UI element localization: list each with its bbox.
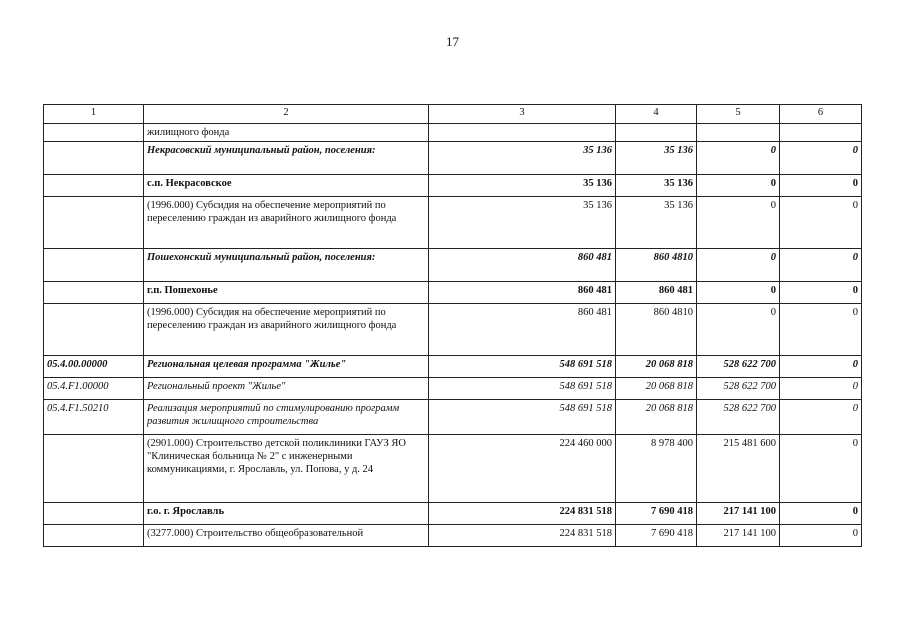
- table-row: [44, 124, 862, 142]
- total-cell: 224 460 000: [429, 435, 616, 503]
- col5-cell: 215 481 600: [697, 435, 780, 503]
- code-cell: [44, 124, 144, 142]
- col5-cell: 0: [697, 142, 780, 175]
- name-cell: Региональный проект "Жилье": [144, 378, 429, 400]
- col6-cell: 0: [780, 197, 862, 249]
- col6-cell: 0: [780, 249, 862, 282]
- col6-cell: 0: [780, 400, 862, 435]
- total-cell: 35 136: [429, 197, 616, 249]
- table-row: [44, 525, 862, 547]
- code-cell: [44, 197, 144, 249]
- col6-cell: 0: [780, 503, 862, 525]
- col5-cell: 0: [697, 175, 780, 197]
- total-cell: 860 481: [429, 282, 616, 304]
- col5-cell: [697, 124, 780, 142]
- table-row: [44, 503, 862, 525]
- name-cell: с.п. Некрасовское: [144, 175, 429, 197]
- table-row: [44, 249, 862, 282]
- code-cell: [44, 142, 144, 175]
- name-cell: Реализация мероприятий по стимулированию программ развития жилищного строительства: [144, 400, 429, 435]
- column-header: 4: [616, 105, 697, 124]
- col5-cell: 217 141 100: [697, 503, 780, 525]
- col4-cell: 860 4810: [616, 249, 697, 282]
- col4-cell: 7 690 418: [616, 503, 697, 525]
- table-row: [44, 304, 862, 356]
- total-cell: 35 136: [429, 142, 616, 175]
- code-cell: [44, 175, 144, 197]
- page-number: 17: [446, 34, 459, 49]
- column-header: 6: [780, 105, 862, 124]
- code-cell: [44, 249, 144, 282]
- table-body: [44, 124, 862, 547]
- code-cell: [44, 525, 144, 547]
- table-row: [44, 378, 862, 400]
- code-cell: [44, 304, 144, 356]
- name-cell: Некрасовский муниципальный район, поселения:: [144, 142, 429, 175]
- col4-cell: 7 690 418: [616, 525, 697, 547]
- table-row: [44, 175, 862, 197]
- col5-cell: 528 622 700: [697, 356, 780, 378]
- total-cell: 224 831 518: [429, 525, 616, 547]
- col5-cell: 0: [697, 197, 780, 249]
- col5-cell: 0: [697, 249, 780, 282]
- total-cell: [429, 124, 616, 142]
- name-cell: (3277.000) Строительство общеобразовательной: [144, 525, 429, 547]
- code-cell: [44, 282, 144, 304]
- code-cell: 05.4.F1.50210: [44, 400, 144, 435]
- col4-cell: [616, 124, 697, 142]
- col6-cell: 0: [780, 175, 862, 197]
- name-cell: (1996.000) Субсидия на обеспечение мероприятий по переселению граждан из аварийного жилищного фонда: [144, 197, 429, 249]
- total-cell: 548 691 518: [429, 356, 616, 378]
- total-cell: 548 691 518: [429, 400, 616, 435]
- col6-cell: 0: [780, 282, 862, 304]
- col5-cell: 528 622 700: [697, 400, 780, 435]
- total-cell: 860 481: [429, 249, 616, 282]
- name-cell: Пошехонский муниципальный район, поселения:: [144, 249, 429, 282]
- name-cell: г.о. г. Ярославль: [144, 503, 429, 525]
- column-header: 1: [44, 105, 144, 124]
- col4-cell: 20 068 818: [616, 356, 697, 378]
- col5-cell: 217 141 100: [697, 525, 780, 547]
- col4-cell: 860 4810: [616, 304, 697, 356]
- code-cell: [44, 503, 144, 525]
- table-row: [44, 356, 862, 378]
- column-header: 3: [429, 105, 616, 124]
- col6-cell: 0: [780, 304, 862, 356]
- table-row: [44, 282, 862, 304]
- col6-cell: 0: [780, 378, 862, 400]
- total-cell: 860 481: [429, 304, 616, 356]
- col4-cell: 8 978 400: [616, 435, 697, 503]
- col5-cell: 528 622 700: [697, 378, 780, 400]
- col4-cell: 35 136: [616, 142, 697, 175]
- col4-cell: 20 068 818: [616, 400, 697, 435]
- name-cell: жилищного фонда: [144, 124, 429, 142]
- col5-cell: 0: [697, 282, 780, 304]
- name-cell: г.п. Пошехонье: [144, 282, 429, 304]
- total-cell: 548 691 518: [429, 378, 616, 400]
- col6-cell: 0: [780, 356, 862, 378]
- col5-cell: 0: [697, 304, 780, 356]
- total-cell: 35 136: [429, 175, 616, 197]
- col4-cell: 35 136: [616, 197, 697, 249]
- col4-cell: 20 068 818: [616, 378, 697, 400]
- name-cell: Региональная целевая программа "Жилье": [144, 356, 429, 378]
- column-header: 2: [144, 105, 429, 124]
- total-cell: 224 831 518: [429, 503, 616, 525]
- table-row: [44, 197, 862, 249]
- code-cell: [44, 435, 144, 503]
- name-cell: (2901.000) Строительство детской поликлиники ГАУЗ ЯО "Клиническая больница № 2" с инженерными коммуникациями, г. Ярославль, ул. Попова, у д. 24: [144, 435, 429, 503]
- col6-cell: 0: [780, 142, 862, 175]
- table-row: [44, 435, 862, 503]
- table-row: [44, 142, 862, 175]
- col6-cell: [780, 124, 862, 142]
- name-cell: (1996.000) Субсидия на обеспечение мероприятий по переселению граждан из аварийного жилищного фонда: [144, 304, 429, 356]
- col6-cell: 0: [780, 435, 862, 503]
- col6-cell: 0: [780, 525, 862, 547]
- table-row: [44, 400, 862, 435]
- budget-table: [43, 104, 862, 547]
- code-cell: 05.4.F1.00000: [44, 378, 144, 400]
- col4-cell: 35 136: [616, 175, 697, 197]
- table-header-row: [44, 105, 862, 124]
- column-header: 5: [697, 105, 780, 124]
- col4-cell: 860 481: [616, 282, 697, 304]
- code-cell: 05.4.00.00000: [44, 356, 144, 378]
